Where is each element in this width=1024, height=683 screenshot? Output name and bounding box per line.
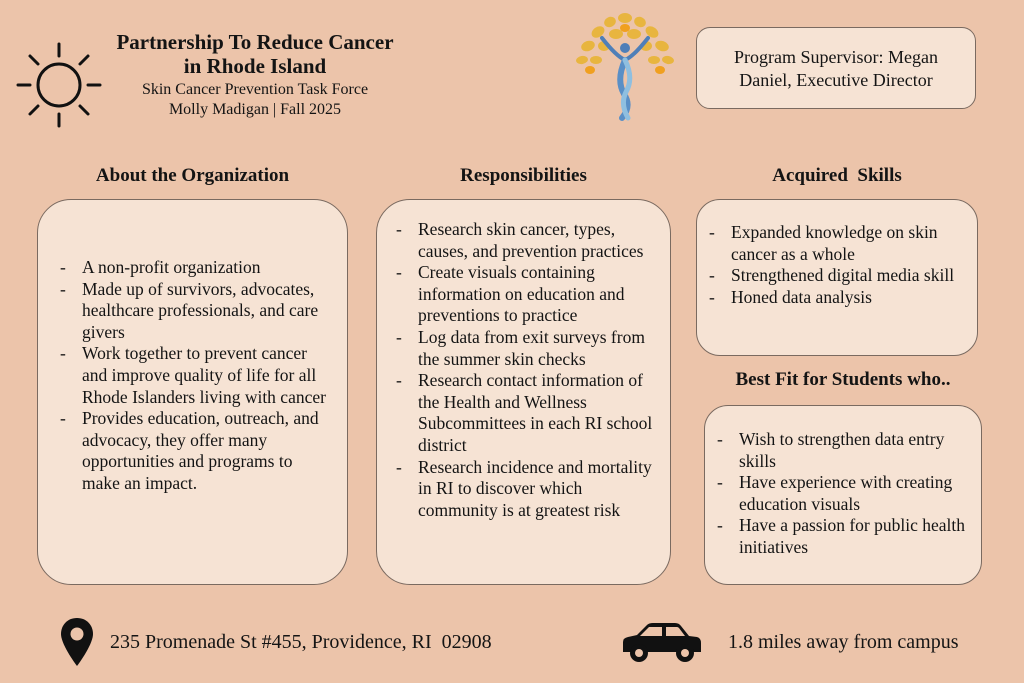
tree-person-logo [566, 4, 684, 122]
page-title [60, 30, 450, 78]
supervisor-box [696, 27, 976, 109]
about-heading: About the Organization [95, 165, 290, 186]
skills-list [707, 222, 967, 308]
list-item: - Research incidence and mortality in RI to discover which community is at greatest risk [394, 457, 656, 522]
title-line-2: in Rhode Island [183, 54, 327, 78]
skills-heading: Acquired Skills [772, 165, 902, 186]
supervisor-line-2: Daniel, Executive Director [739, 70, 933, 90]
responsibilities-heading: Responsibilities [460, 165, 587, 186]
list-item: - Log data from exit surveys from the summer skin checks [394, 327, 656, 370]
address-text: 235 Promenade St #455, Providence, RI 02908 [110, 631, 492, 653]
list-item: - Have experience with creating education visuals [715, 472, 973, 515]
list-item: - Provides education, outreach, and advocacy, they offer many opportunities and programs to make an impact. [58, 408, 333, 494]
list-item: - A non-profit organization [58, 257, 333, 279]
list-item: - Have a passion for public health initiatives [715, 515, 973, 558]
skills-box [696, 199, 978, 356]
responsibilities-list [394, 219, 656, 521]
list-item: - Create visuals containing information on education and preventions to practice [394, 262, 656, 327]
about-box [37, 199, 348, 585]
page-subtitle [60, 80, 450, 120]
list-item: - Research contact information of the Health and Wellness Subcommittees in each RI school district [394, 370, 656, 456]
title-line-1: Partnership To Reduce Cancer [116, 30, 394, 54]
about-list [58, 257, 333, 495]
best-fit-box [704, 405, 982, 585]
distance-text: 1.8 miles away from campus [728, 631, 959, 653]
responsibilities-box [376, 199, 671, 585]
list-item: - Strengthened digital media skill [707, 265, 967, 287]
car-icon [619, 622, 703, 664]
list-item: - Research skin cancer, types, causes, and prevention practices [394, 219, 656, 262]
task-force-label: Skin Cancer Prevention Task Force [141, 81, 369, 98]
author-label: Molly Madigan | Fall 2025 [168, 101, 342, 118]
supervisor-line-1: Program Supervisor: Megan [734, 47, 938, 67]
list-item: - Expanded knowledge on skin cancer as a whole [707, 222, 967, 265]
list-item: - Honed data analysis [707, 287, 967, 309]
location-pin-icon [60, 617, 94, 667]
list-item: - Work together to prevent cancer and improve quality of life for all Rhode Islanders living with cancer [58, 343, 333, 408]
best-fit-list [715, 429, 973, 559]
best-fit-heading: Best Fit for Students who.. [735, 369, 951, 390]
list-item: - Made up of survivors, advocates, healthcare professionals, and care givers [58, 279, 333, 344]
list-item: - Wish to strengthen data entry skills [715, 429, 973, 472]
